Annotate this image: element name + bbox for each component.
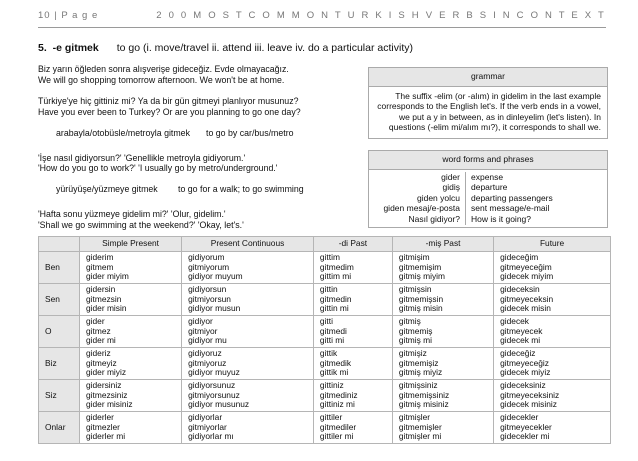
conjugation-cell: gidiyoruz gitmiyoruz gidiyor muyuz [182, 348, 314, 380]
example-5-english: to go for a walk; to go swimming [178, 184, 304, 195]
table-row [39, 412, 611, 444]
conjugation-cell: gidiyorum gitmiyorum gidiyor muyum [182, 252, 314, 284]
word-form-row [369, 203, 607, 214]
conjugation-cell: giderim gitmem gider miyim [80, 252, 182, 284]
example-4-english: 'How do you go to work?' 'I usually go by metro/underground.' [38, 163, 278, 174]
word-form-turkish: giden yolcu [369, 193, 466, 204]
conjugation-cell: gideceksin gitmeyeceksin gidecek misin [494, 284, 611, 316]
word-form-row [369, 214, 607, 225]
word-form-english: departure [471, 182, 508, 193]
word-form-english: sent message/e-mail [471, 203, 550, 214]
example-1-english: We will go shopping tomorrow afternoon. We won't be at home. [38, 74, 285, 85]
page-header [0, 0, 638, 30]
conjugation-cell: gittik gitmedik gittik mi [313, 348, 392, 380]
conjugation-cell: gideceğim gitmeyeceğim gidecek miyim [494, 252, 611, 284]
conjugation-table [38, 236, 611, 444]
word-form-turkish: Nasıl gidiyor? [369, 214, 466, 225]
book-title: 2 0 0 M O S T C O M M O N T U R K I S H V E R B S I N C O N T E X T [156, 10, 606, 21]
header-di-past: -di Past [313, 237, 392, 252]
conjugation-cell: gittiniz gitmediniz gittiniz mi [313, 380, 392, 412]
word-form-turkish: gider [369, 172, 466, 183]
page-number: 10 | P a g e [38, 10, 99, 21]
word-form-english: departing passengers [471, 192, 553, 203]
word-form-row [369, 182, 607, 193]
header-mis-past: -miş Past [392, 237, 493, 252]
pronoun-cell: Sen [39, 284, 80, 316]
conjugation-cell: gitmişsin gitmemişsin gitmiş misin [392, 284, 493, 316]
example-3 [38, 128, 360, 139]
conjugation-cell: gittim gitmedim gittim mi [313, 252, 392, 284]
conjugation-cell: gidiyor gitmiyor gidiyor mu [182, 316, 314, 348]
verb-number: 5. [38, 42, 47, 54]
example-4-turkish: 'İşe nasıl gidiyorsun?' 'Genellikle metroyla gidiyorum.' [38, 152, 246, 163]
header-blank [39, 237, 80, 252]
pronoun-cell: Onlar [39, 412, 80, 444]
conjugation-cell: gidiyorlar gitmiyorlar gidiyorlar mı [182, 412, 314, 444]
header-simple-present: Simple Present [80, 237, 182, 252]
table-row [39, 380, 611, 412]
conjugation-cell: giderler gitmezler giderler mi [80, 412, 182, 444]
example-2-english: Have you ever been to Turkey? Or are you planning to go one day? [38, 106, 301, 117]
conjugation-cell: gitmişiz gitmemişiz gitmiş miyiz [392, 348, 493, 380]
conjugation-cell: gittiler gitmediler gittiler mi [313, 412, 392, 444]
example-3-english: to go by car/bus/metro [206, 127, 294, 138]
table-row [39, 252, 611, 284]
verb-heading [38, 42, 413, 54]
conjugation-cell: gitmişim gitmemişim gitmiş miyim [392, 252, 493, 284]
table-row [39, 348, 611, 380]
example-3-turkish: arabayla/otobüsle/metroyla gitmek [56, 127, 190, 138]
table-body [39, 252, 611, 444]
verb-meaning: to go (i. move/travel ii. attend iii. leave iv. do a particular activity) [116, 42, 413, 54]
conjugation-cell: gideceğiz gitmeyeceğiz gidecek miyiz [494, 348, 611, 380]
conjugation-cell: gider gitmez gider mi [80, 316, 182, 348]
conjugation-cell: gittin gitmedin gittin mi [313, 284, 392, 316]
example-2-turkish: Türkiye'ye hiç gittiniz mi? Ya da bir gün gitmeyi planlıyor musunuz? [38, 95, 299, 106]
examples-section [38, 64, 360, 231]
word-form-row [369, 193, 607, 204]
table-header-row [39, 237, 611, 252]
table-row [39, 284, 611, 316]
word-form-row [369, 172, 607, 183]
example-5-turkish: yürüyüşe/yüzmeye gitmek [56, 184, 158, 195]
word-form-turkish: giden mesaj/e-posta [369, 203, 466, 214]
pronoun-cell: Siz [39, 380, 80, 412]
conjugation-cell: gidiyorsunuz gitmiyorsunuz gidiyor musunuz [182, 380, 314, 412]
conjugation-cell: gideriz gitmeyiz gider miyiz [80, 348, 182, 380]
example-6-english: 'Shall we go swimming at the weekend?' 'Okay, let's.' [38, 220, 244, 231]
header-present-continuous: Present Continuous [182, 237, 314, 252]
word-form-english: How is it going? [471, 213, 532, 224]
header-future: Future [494, 237, 611, 252]
word-form-turkish: gidiş [369, 182, 466, 193]
conjugation-cell: gidecek gitmeyecek gidecek mi [494, 316, 611, 348]
example-5 [38, 184, 360, 195]
word-forms-title: word forms and phrases [369, 151, 607, 170]
conjugation-cell: gidiyorsun gitmiyorsun gidiyor musun [182, 284, 314, 316]
conjugation-cell: gidecekler gitmeyecekler gidecekler mi [494, 412, 611, 444]
conjugation-cell: gitmiş gitmemiş gitmiş mi [392, 316, 493, 348]
grammar-title: grammar [369, 68, 607, 87]
example-6-turkish: 'Hafta sonu yüzmeye gidelim mi?' 'Olur, gidelim.' [38, 209, 226, 220]
grammar-text: The suffix -elim (or -alım) in gidelim in the last example corresponds to the English let's. If the verb ends in a vowel, we put a y in between, as in dinleyelim (let's listen). In questions (-elim mi/alım mı?), it corresponds to shall we. [377, 90, 601, 132]
conjugation-cell: gidersiniz gitmezsiniz gider misiniz [80, 380, 182, 412]
word-forms-box [368, 150, 608, 228]
conjugation-cell: gitti gitmedi gitti mi [313, 316, 392, 348]
pronoun-cell: O [39, 316, 80, 348]
word-forms-list [369, 170, 607, 227]
pronoun-cell: Ben [39, 252, 80, 284]
conjugation-cell: gidersin gitmezsin gider misin [80, 284, 182, 316]
word-form-english: expense [471, 171, 504, 182]
header-divider [38, 27, 606, 28]
conjugation-cell: gideceksiniz gitmeyeceksiniz gidecek misiniz [494, 380, 611, 412]
pronoun-cell: Biz [39, 348, 80, 380]
example-1-turkish: Biz yarın öğleden sonra alışverişe gideceğiz. Evde olmayacağız. [38, 64, 289, 74]
conjugation-cell: gitmişsiniz gitmemişsiniz gitmiş misiniz [392, 380, 493, 412]
grammar-box [368, 67, 608, 139]
verb-name: -e gitmek [52, 42, 99, 54]
conjugation-cell: gitmişler gitmemişler gitmişler mi [392, 412, 493, 444]
table-row [39, 316, 611, 348]
